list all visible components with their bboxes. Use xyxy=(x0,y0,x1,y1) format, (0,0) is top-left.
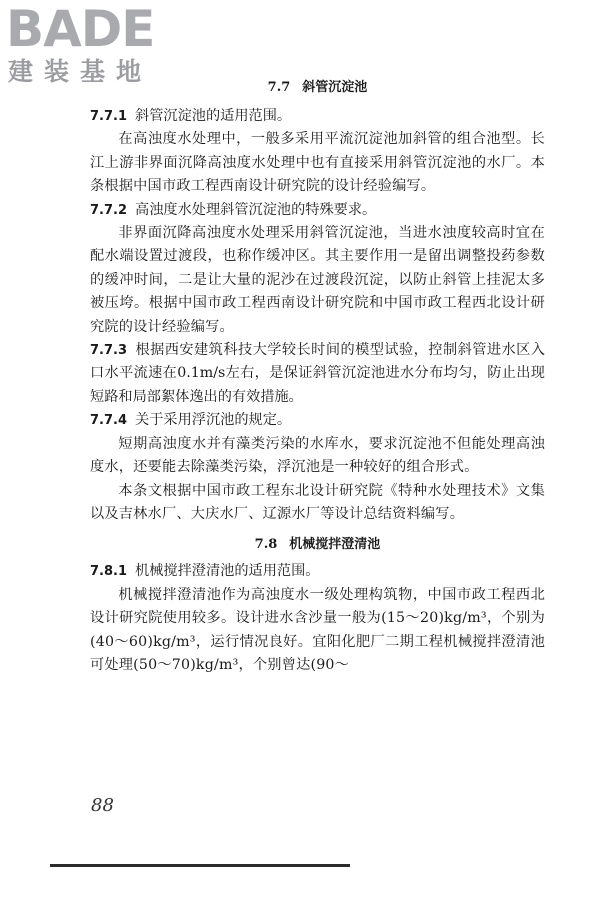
clause-number: 7.7.2 xyxy=(90,202,128,218)
logo-latin-text: BADE xyxy=(6,0,155,58)
paragraph: 短期高浊度水并有藻类污染的水库水，要求沉淀池不但能处理高浊度水，还要能去除藻类污染，浮沉池是一种较好的组合形式。 xyxy=(90,435,545,476)
section-title: 机械搅拌澄清池 xyxy=(289,537,381,553)
section-number: 7.7 xyxy=(267,80,291,95)
clause-heading: 斜管沉淀池的适用范围。 xyxy=(135,108,292,124)
paragraph: 机械搅拌澄清池作为高浊度水一级处理构筑物，中国市政工程西北设计研究院使用较多。设计进水含沙量一般为(15～20)kg/m³，个别为(40～60)kg/m³，运行情况良好。宜阳化肥厂二期工程机械搅拌澄清池可处理(50～70)kg/m³，个别曾达(90～ xyxy=(90,586,545,673)
clause-heading: 机械搅拌澄清池的适用范围。 xyxy=(135,563,320,580)
page-content xyxy=(90,82,545,677)
footer-rule xyxy=(50,864,350,867)
clause-number: 7.7.1 xyxy=(90,109,128,124)
clause-number: 7.8.1 xyxy=(90,564,128,580)
section-number: 7.8 xyxy=(254,537,278,553)
clause-heading: 关于采用浮沉池的规定。 xyxy=(135,412,292,429)
paragraph: 在高浊度水处理中，一般多采用平流沉淀池加斜管的组合池型。长江上游非界面沉降高浊度水处理中也有直接采用斜管沉淀池的水厂。本条根据中国市政工程西南设计研究院的设计经验编写。 xyxy=(90,131,545,195)
paragraph: 本条文根据中国市政工程东北设计研究院《特种水处理技术》文集以及吉林水厂、大庆水厂、辽源水厂等设计总结资料编写。 xyxy=(90,482,545,522)
clause-number: 7.7.3 xyxy=(90,343,128,359)
clause-number: 7.7.4 xyxy=(90,413,128,429)
clause-7-7-2 xyxy=(90,199,545,222)
section-heading-7-8 xyxy=(90,535,545,555)
paragraph: 非界面沉降高浊度水处理采用斜管沉淀池，当进水浊度较高时宜在配水端设置过渡段，也称作缓冲区。其主要作用一是留出调整投药参数的缓冲时间，二是让大量的泥沙在过渡段沉淀，以防止斜管上挂泥太多被压垮。根据中国市政工程西南设计研究院和中国市政工程西北设计研究院的设计经验编写。 xyxy=(90,225,545,335)
page-number: 88 xyxy=(91,795,114,816)
clause-7-7-3 xyxy=(90,339,545,409)
logo-chinese-text: 建装基地 xyxy=(8,57,153,86)
bade-logo xyxy=(6,0,181,86)
clause-text: 根据西安建筑科技大学较长时间的模型试验，控制斜管进水区入口水平流速在0.1m/s左右，是保证斜管沉淀池进水分布均匀，防止出现短路和局部絮体逸出的有效措施。 xyxy=(90,342,545,405)
clause-7-7-1 xyxy=(90,105,545,128)
section-title: 斜管沉淀池 xyxy=(302,80,368,95)
clause-7-8-1 xyxy=(90,560,545,583)
clause-7-7-4 xyxy=(90,409,545,432)
section-heading-7-7 xyxy=(90,78,545,98)
clause-heading: 高浊度水处理斜管沉淀池的特殊要求。 xyxy=(135,201,377,218)
